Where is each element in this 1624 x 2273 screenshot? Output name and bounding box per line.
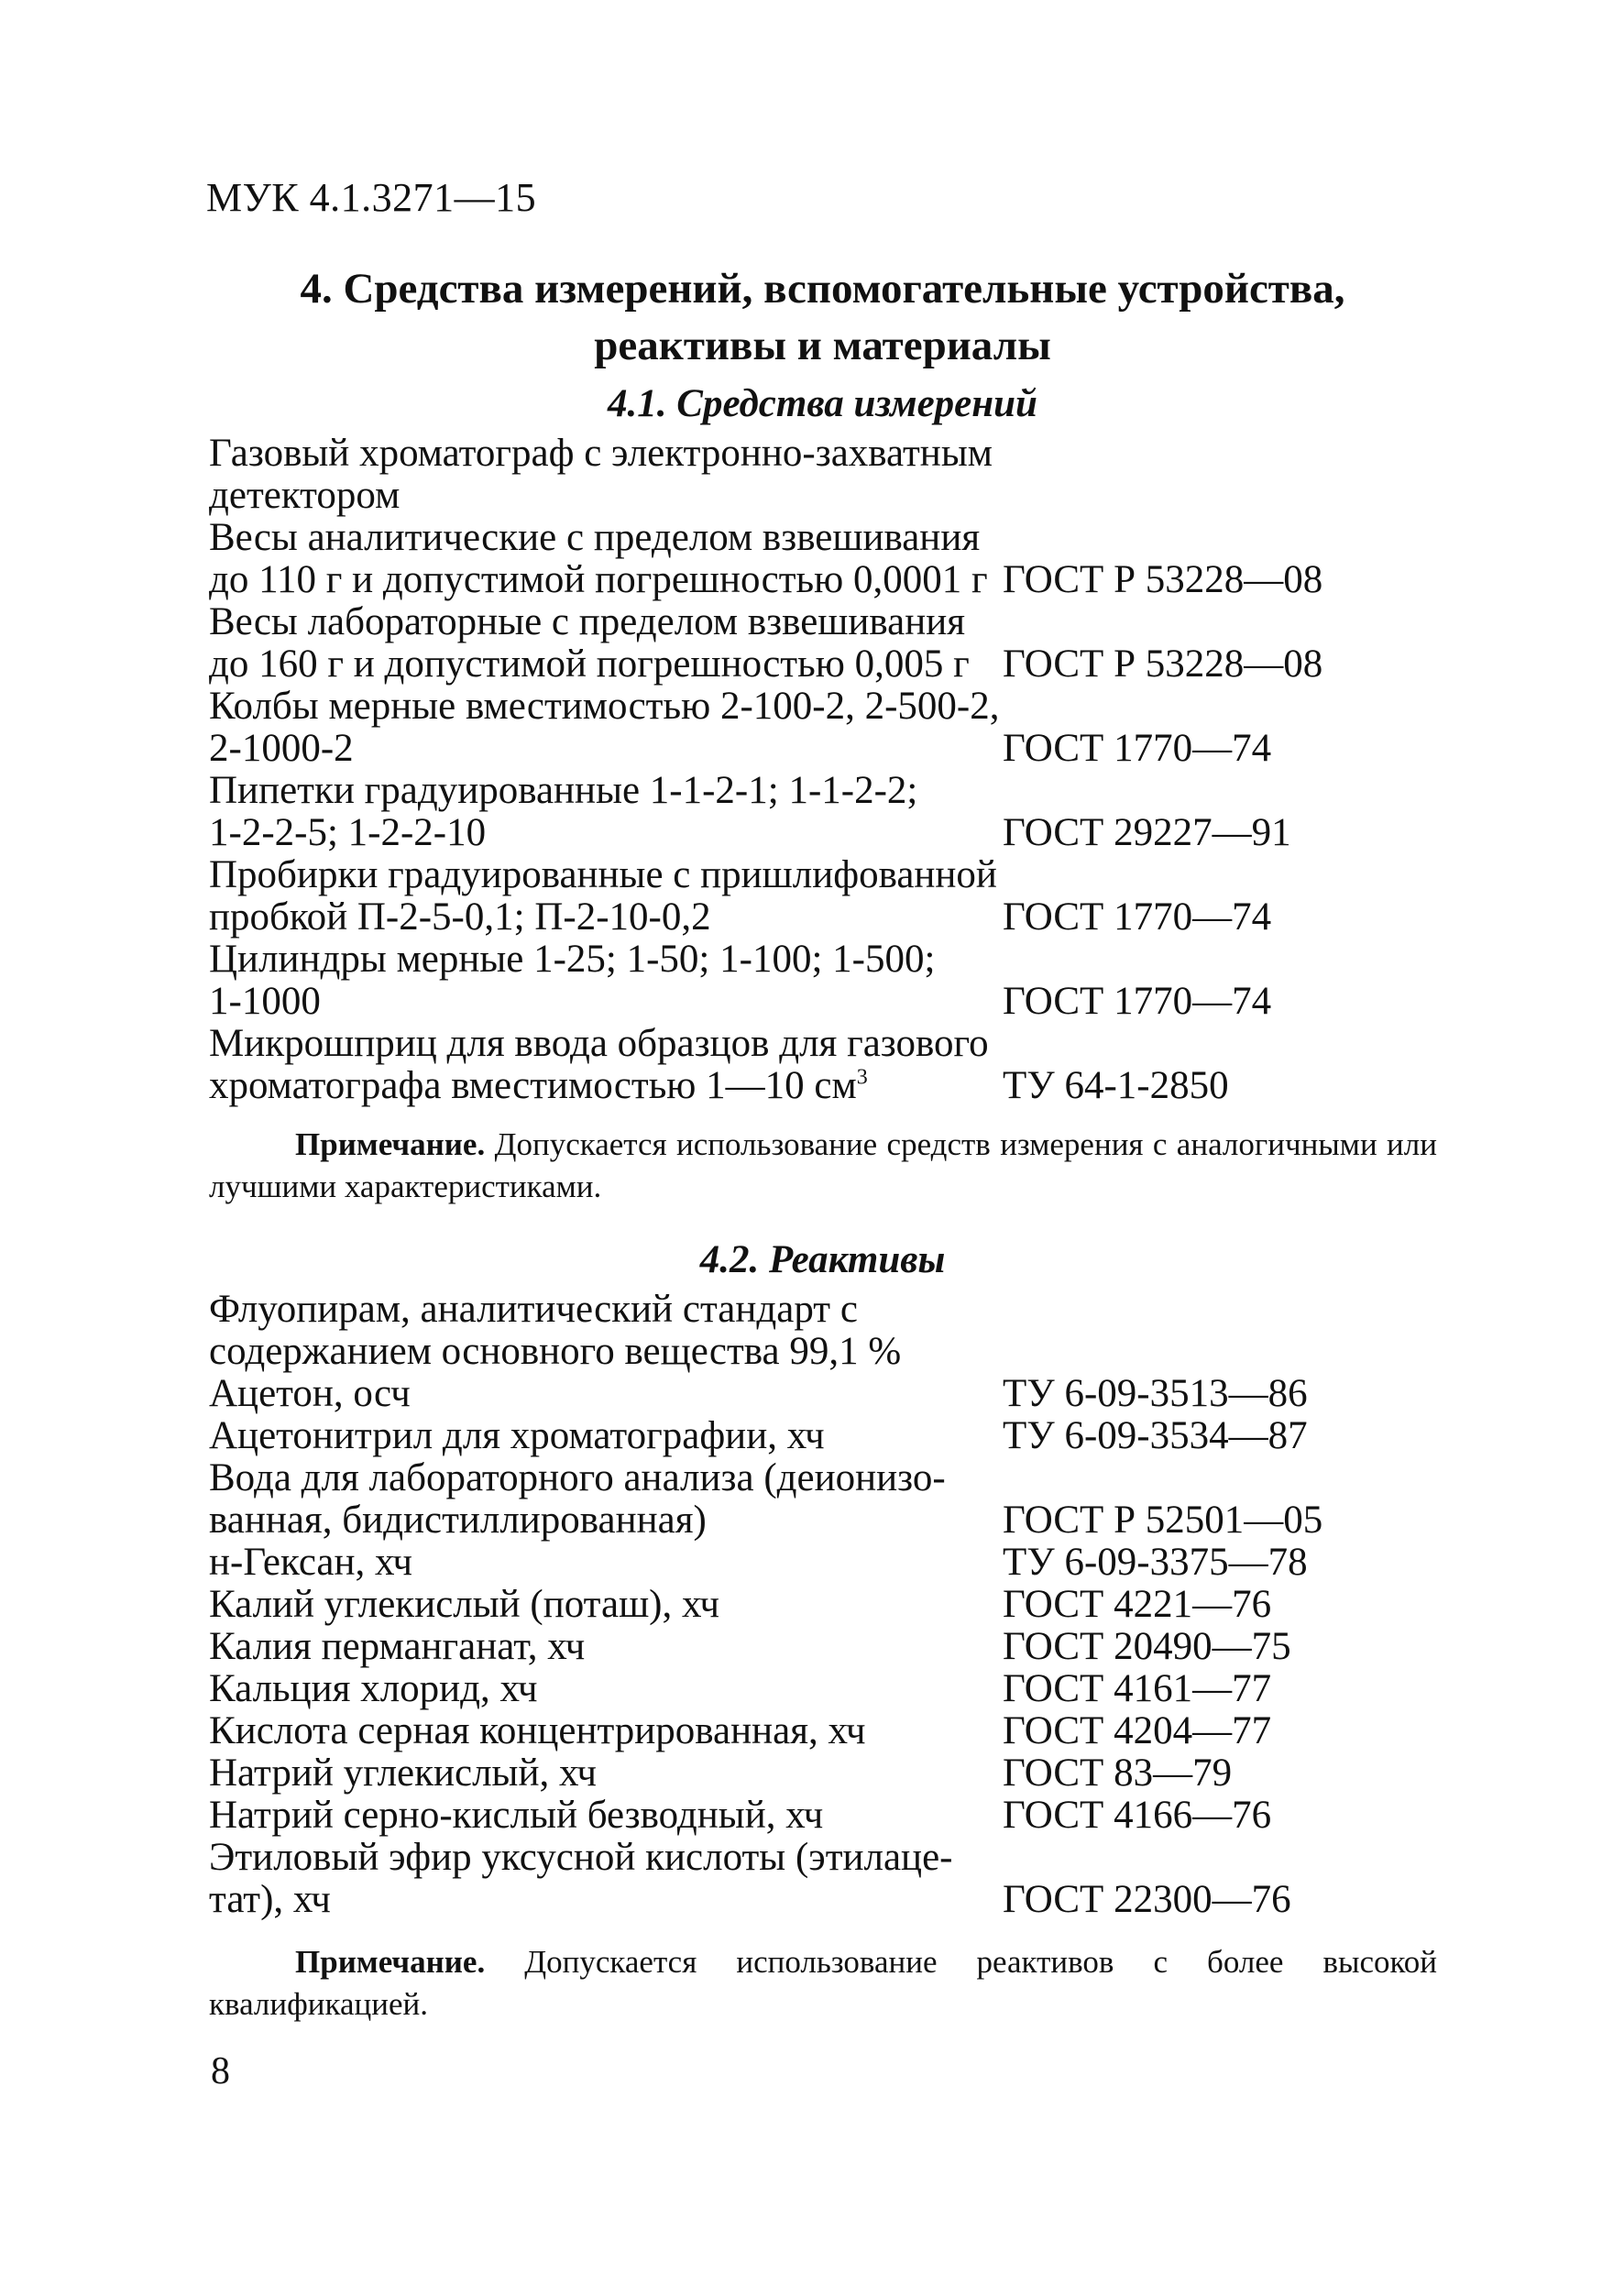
reagent-name [209, 1289, 1003, 1373]
instrument-standard: ГОСТ 1770—74 [1003, 895, 1272, 939]
instrument-name [209, 939, 1003, 1023]
reagent-row [209, 1289, 1446, 1373]
instrument-row [209, 686, 1446, 770]
note-4-2 [209, 1941, 1437, 2026]
instrument-row [209, 854, 1446, 939]
note-4-1 [209, 1124, 1437, 1208]
unit-superscript: 3 [856, 1065, 868, 1090]
instrument-name-line: 2-1000-2 [209, 727, 354, 770]
instrument-name [209, 686, 1003, 770]
reagent-name-line: Натрий серно-кислый безводный, хч [209, 1794, 824, 1837]
instrument-standard: ГОСТ 29227—91 [1003, 811, 1291, 854]
reagent-standard: ГОСТ 4161—77 [1003, 1667, 1272, 1710]
reagent-name-line: Калия перманганат, хч [209, 1625, 586, 1668]
instrument-standard: ГОСТ Р 53228—08 [1003, 558, 1323, 601]
reagent-row [209, 1373, 1446, 1415]
section-title-line-1: 4. Средства измерений, вспомогательные устройства, [300, 265, 1345, 313]
reagent-name [209, 1542, 1003, 1584]
reagent-standard: ГОСТ 4204—77 [1003, 1709, 1272, 1752]
instrument-name-line: Колбы мерные вместимостью 2-100-2, 2-500-2, [209, 685, 1000, 728]
reagent-name-line: Флуопирам, аналитический стандарт с [209, 1288, 858, 1331]
reagent-row [209, 1795, 1446, 1837]
subsection-title-4-1: 4.1. Средства измерений [608, 382, 1037, 425]
instrument-name-line: хроматографа вместимостью 1—10 $см^3$ [209, 1064, 868, 1107]
reagent-name-line: ванная, бидистиллированная) [209, 1499, 707, 1542]
reagent-name-line: Ацетонитрил для хроматографии, хч [209, 1414, 825, 1457]
instrument-row [209, 517, 1446, 601]
reagent-name [209, 1668, 1003, 1710]
reagent-standard: ТУ 6-09-3513—86 [1003, 1372, 1308, 1415]
subsection-title-4-2: 4.2. Реактивы [699, 1238, 946, 1281]
instrument-row [209, 433, 1446, 517]
instrument-name-line: детектором [209, 474, 401, 517]
reagent-row [209, 1668, 1446, 1710]
reagent-name-line: содержанием основного вещества 99,1 % [209, 1330, 902, 1373]
reagent-standard: ГОСТ Р 52501—05 [1003, 1499, 1323, 1542]
reagent-name [209, 1373, 1003, 1415]
reagent-standard: ГОСТ 20490—75 [1003, 1625, 1291, 1668]
reagent-name-line: Этиловый эфир уксусной кислоты (этилаце- [209, 1836, 953, 1879]
instrument-name [209, 601, 1003, 686]
reagents-list [209, 1289, 1446, 1921]
instrument-standard: ГОСТ 1770—74 [1003, 980, 1272, 1023]
reagent-name [209, 1415, 1003, 1457]
instrument-name-line: Цилиндры мерные 1-25; 1-50; 1-100; 1-500; [209, 938, 936, 981]
instrument-row [209, 1023, 1446, 1107]
reagent-row [209, 1710, 1446, 1752]
instrument-name-line: Пробирки градуированные с пришлифованной [209, 853, 997, 896]
reagent-standard: ГОСТ 4221—76 [1003, 1583, 1272, 1626]
instrument-row [209, 601, 1446, 686]
reagent-name [209, 1752, 1003, 1795]
reagent-name [209, 1457, 1003, 1542]
instrument-name-line: до 110 г и допустимой погрешностью 0,0001 г [209, 558, 988, 601]
instrument-name-line: 1-1000 [209, 980, 321, 1023]
reagent-name-line: тат), хч [209, 1878, 331, 1921]
reagent-standard: ТУ 6-09-3375—78 [1003, 1541, 1308, 1584]
reagent-standard: ГОСТ 4166—76 [1003, 1794, 1272, 1837]
reagent-standard: ТУ 6-09-3534—87 [1003, 1414, 1308, 1457]
instrument-name-line: Пипетки градуированные 1-1-2-1; 1-1-2-2; [209, 769, 918, 812]
instrument-name-line: 1-2-2-5; 1-2-2-10 [209, 811, 487, 854]
reagent-name [209, 1710, 1003, 1752]
reagent-name [209, 1837, 1003, 1921]
note-label: Примечание. [295, 1944, 486, 1980]
measuring-instruments-list [209, 433, 1446, 1107]
reagent-name [209, 1584, 1003, 1626]
reagent-row [209, 1415, 1446, 1457]
reagent-name-line: Кислота серная концентрированная, хч [209, 1709, 866, 1752]
note-4-1-paragraph [209, 1124, 1437, 1208]
instrument-row [209, 770, 1446, 854]
reagent-name-line: Кальция хлорид, хч [209, 1667, 538, 1710]
reagent-name-line: н-Гексан, хч [209, 1541, 413, 1584]
section-title-line-2: реактивы и материалы [594, 322, 1051, 369]
reagent-name [209, 1626, 1003, 1668]
note-text: Допускается использование реактивов с более высокой квалификацией. [209, 1944, 1437, 2022]
reagent-standard: ГОСТ 22300—76 [1003, 1878, 1291, 1921]
instrument-name-line: Микрошприц для ввода образцов для газового [209, 1022, 989, 1065]
note-text: Допускается использование средств измерения с аналогичными или лучшими характеристиками. [209, 1126, 1437, 1204]
instrument-standard: ГОСТ 1770—74 [1003, 727, 1272, 770]
instrument-name [209, 1023, 1003, 1107]
reagent-name [209, 1795, 1003, 1837]
page-number: 8 [211, 2050, 230, 2092]
reagent-name-line: Ацетон, осч [209, 1372, 411, 1415]
instrument-standard: ТУ 64-1-2850 [1003, 1064, 1229, 1107]
instrument-name-line: Весы лабораторные с пределом взвешивания [209, 600, 966, 643]
instrument-name [209, 770, 1003, 854]
note-4-2-paragraph [209, 1941, 1437, 2026]
reagent-row [209, 1626, 1446, 1668]
reagent-name-line: Калий углекислый (поташ), хч [209, 1583, 719, 1626]
instrument-name-line: пробкой П-2-5-0,1; П-2-10-0,2 [209, 895, 711, 939]
reagent-standard: ГОСТ 83—79 [1003, 1751, 1233, 1795]
instrument-name-line: до 160 г и допустимой погрешностью 0,005 г [209, 642, 970, 686]
section-title [206, 260, 1439, 374]
reagent-row [209, 1584, 1446, 1626]
instrument-name [209, 517, 1003, 601]
reagent-name-line: Вода для лабораторного анализа (деионизо- [209, 1456, 946, 1499]
instrument-name-line: Весы аналитические с пределом взвешивания [209, 516, 981, 559]
instrument-name-line: Газовый хроматограф с электронно-захватным [209, 432, 993, 475]
running-head: МУК 4.1.3271—15 [206, 175, 537, 220]
reagent-name-line: Натрий углекислый, хч [209, 1751, 597, 1795]
reagent-row [209, 1457, 1446, 1542]
instrument-name [209, 854, 1003, 939]
reagent-row [209, 1542, 1446, 1584]
instrument-row [209, 939, 1446, 1023]
reagent-row [209, 1837, 1446, 1921]
instrument-name [209, 433, 1003, 517]
reagent-row [209, 1752, 1446, 1795]
instrument-standard: ГОСТ Р 53228—08 [1003, 642, 1323, 686]
note-label: Примечание. [295, 1126, 486, 1162]
